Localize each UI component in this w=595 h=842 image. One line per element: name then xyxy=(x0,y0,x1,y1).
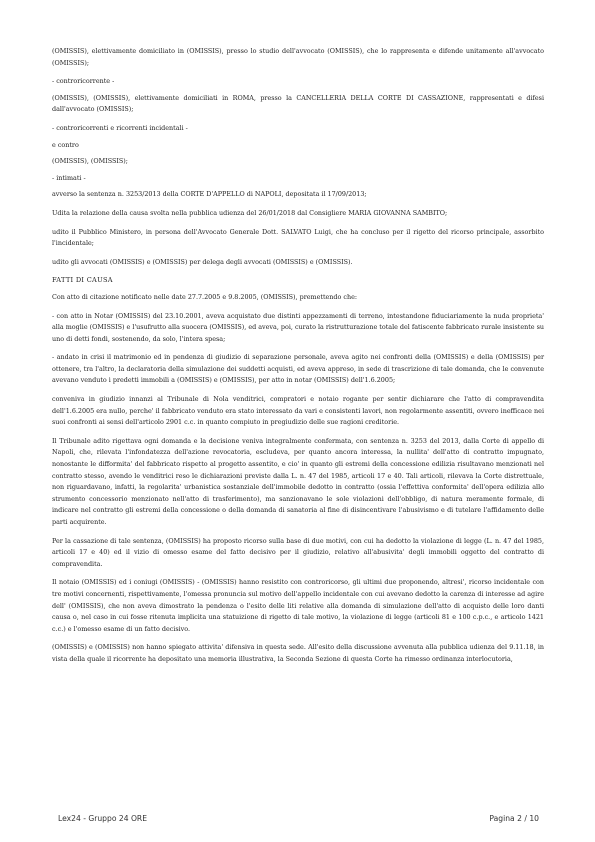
paragraph: - intimati - xyxy=(52,173,86,182)
paragraph: Il Tribunale adito rigettava ogni domanda e la decisione veniva integralmente confermata, con sentenza n. 3253 del 2013, dalla Corte di appello di Napoli, che, rilevata l'infondatezza dell'azione revocatoria, escludeva, per quanto ancora interessa, la nullita' dell'atto di contratto impugnato, nonostante le difformita' del fabbricato rispetto al progetto assentito, e cio' in quanto gli estremi della concessione edilizia risultavano menzionati nel contratto stesso, avendo le venditrici reso le dichiarazioni previste dalla L. n. 47 del 1985, articoli 17 e 40. Tali articoli, rilevava la Corte distrettuale, non riguardavano, infatti, la regolarita' urbanistica sostanziale dell'immobile dedotto in contratto (ossia l'effettiva conformita' dell'opera edilizia allo strumento concessorio menzionato nell'atto di trasferimento), ma sanzionavano le sole violazioni dell'obbligo, di natura meramente formale, di indicare nel contratto gli estremi della concessione o della domanda di sanatoria al fine di disincentivare l'abusivismo e di tutelare l'affidamento delle parti acquirente. xyxy=(52,436,544,526)
page-footer xyxy=(58,814,539,823)
paragraph: e contro xyxy=(52,140,79,149)
paragraph: udito gli avvocati (OMISSIS) e (OMISSIS) per delega degli avvocati (OMISSIS) e (OMISSIS). xyxy=(52,257,353,266)
paragraph: avverso la sentenza n. 3253/2013 della CORTE D'APPELLO di NAPOLI, depositata il 17/09/2013; xyxy=(52,190,367,199)
paragraph: udito il Pubblico Ministero, in persona dell'Avvocato Generale Dott. SALVATO Luigi, che ha concluso per il rigetto del ricorso principale, assorbito l'incidentale; xyxy=(52,227,544,248)
paragraph: (OMISSIS), elettivamente domiciliato in (OMISSIS), presso lo studio dell'avvocato (OMISSIS), che lo rappresenta e difende unitamente all'avvocato (OMISSIS); xyxy=(52,47,544,67)
document-body xyxy=(52,46,544,673)
paragraph: - andato in crisi il matrimonio ed in pendenza di giudizio di separazione personale, aveva agito nei confronti della (OMISSIS) e della (OMISSIS) per ottenere, tra l'altro, la declaratoria della simulazione dei suddetti acquisti, ed aveva appreso, in sede di trascrizione di tale domanda, che le convenute avevano venduto i predetti immobili a (OMISSIS) e (OMISSIS), per atto in notar (OMISSIS) dell'1.6.2005; xyxy=(52,353,544,385)
paragraph: - controricorrente - xyxy=(52,77,115,86)
paragraph: conveniva in giudizio innanzi al Tribunale di Nola venditrici, compratori e notaio rogante per sentir dichiarare che l'atto di compravendita dell'1.6.2005 era nullo, perche' il fabbricato venduto era stato interessato da vari e consistenti lavori, non regolarmente assentiti, ovvero inefficace nei suoi confronti ai sensi dell'articolo 2901 c.c. in quanto compiuto in pregiudizio delle sue ragioni creditorie. xyxy=(52,395,544,427)
paragraph: - controricorrenti e ricorrenti incidentali - xyxy=(52,123,188,132)
paragraph: (OMISSIS), (OMISSIS); xyxy=(52,157,128,166)
footer-page-number: Pagina 2 / 10 xyxy=(489,814,539,823)
footer-publisher: Lex24 - Gruppo 24 ORE xyxy=(58,814,148,823)
paragraph: - con atto in Notar (OMISSIS) del 23.10.2001, aveva acquistato due distinti appezzamenti di terreno, intestandone fiduciariamente la nuda proprieta' alla moglie (OMISSIS) e l'usufrutto alla suocera (OMISSIS), ed aveva, poi, curato la ristrutturazione totale del fatiscente fabbricato rurale insistente su uno di detti fondi, sostenendo, da solo, l'intera spesa; xyxy=(52,311,544,343)
paragraph: (OMISSIS) e (OMISSIS) non hanno spiegato attivita' difensiva in questa sede. All'esito della discussione avvenuta alla pubblica udienza del 9.11.18, in vista della quale il ricorrente ha depositato una memoria illustrativa, la Seconda Sezione di questa Corte ha rimesso ordinanza interlocutoria, xyxy=(52,643,544,663)
paragraph: Il notaio (OMISSIS) ed i coniugi (OMISSIS) - (OMISSIS) hanno resistito con controricorso, gli ultimi due proponendo, altresi', ricorso incidentale con tre motivi concernenti, rispettivamente, l'omessa pronuncia sul motivo dell'appello incidentale con cui avevano dedotto la carenza di interesse ad agire dell' (OMISSIS), che non aveva dimostrato la pendenza o l'esito delle liti relative alla domanda di simulazione dell'atto di acquisto delle loro danti causa o, nel caso in cui fosse ritenuta implicita una statuizione di rigetto di tale motivo, la violazione di legge (articoli 81 e 100 c.p.c., e articolo 1421 c.c.) e l'omesso esame di un fatto decisivo. xyxy=(52,578,544,633)
section-heading: FATTI DI CAUSA xyxy=(52,276,113,285)
paragraph: Con atto di citazione notificato nelle date 27.7.2005 e 9.8.2005, (OMISSIS), premettendo che: xyxy=(52,292,358,301)
paragraph: Udita la relazione della causa svolta nella pubblica udienza del 26/01/2018 dal Consigliere MARIA GIOVANNA SAMBITO; xyxy=(52,208,448,217)
paragraph: Per la cassazione di tale sentenza, (OMISSIS) ha proposto ricorso sulla base di due motivi, con cui ha dedotto la violazione di legge (L. n. 47 del 1985, articoli 17 e 40) ed il vizio di omesso esame del fatto decisivo per il giudizio, relativo all'abusivita' degli immobili oggetto del contratto di compravendita. xyxy=(52,536,544,568)
paragraph: (OMISSIS), (OMISSIS), elettivamente domiciliati in ROMA, presso la CANCELLERIA DELLA CORTE DI CASSAZIONE, rappresentati e difesi dall'avvocato (OMISSIS); xyxy=(52,93,544,114)
